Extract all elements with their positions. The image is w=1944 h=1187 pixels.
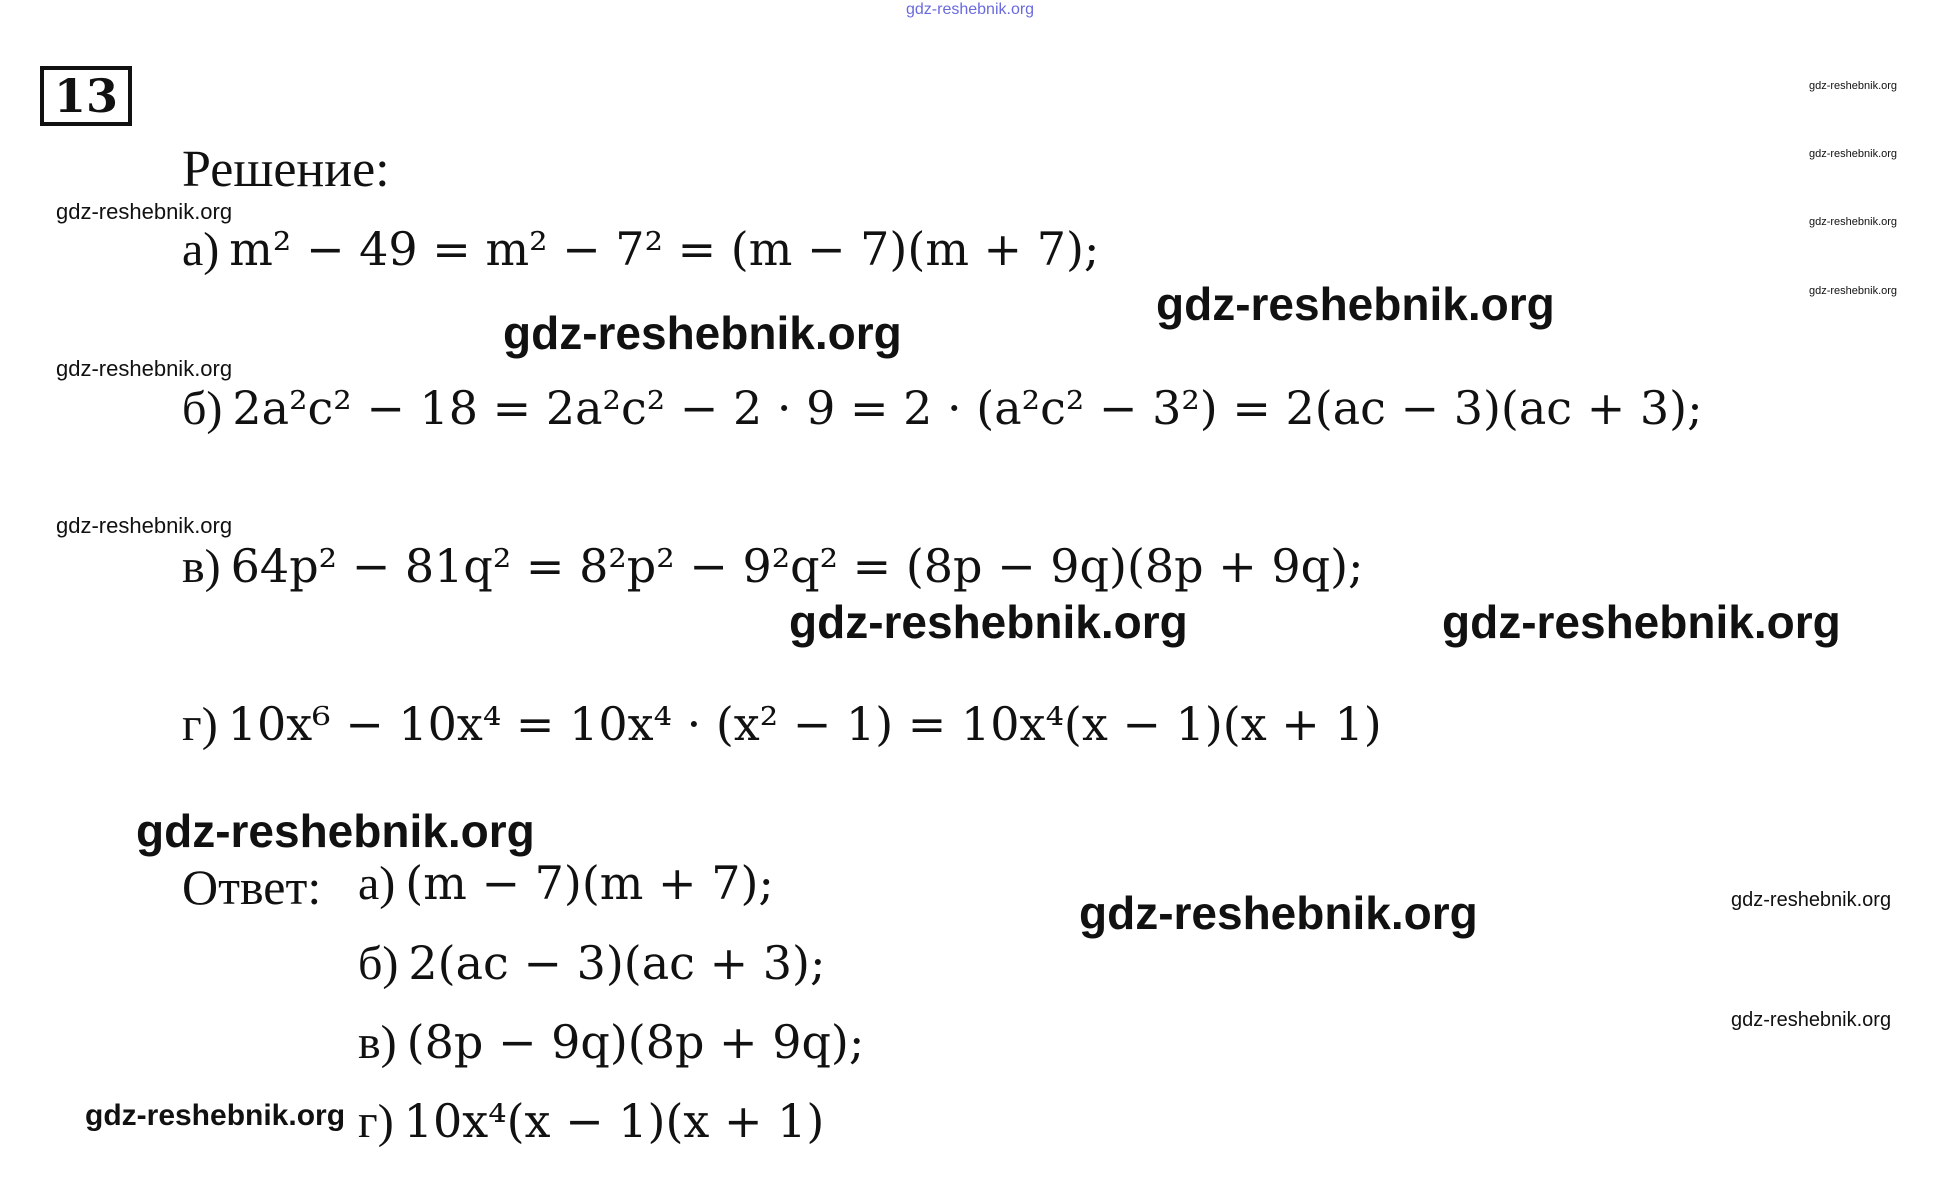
solution-line-d — [182, 697, 1382, 751]
watermark: gdz-reshebnik.org — [503, 307, 902, 359]
solution-line-c — [182, 539, 1364, 593]
answer-line-a — [358, 856, 774, 910]
answer-math: (8p − 9q)(8p + 9q); — [406, 1015, 865, 1069]
watermark: gdz-reshebnik.org — [1156, 278, 1555, 330]
watermark: gdz-reshebnik.org — [85, 1099, 346, 1132]
answer-line-d — [358, 1094, 825, 1148]
watermark: gdz-reshebnik.org — [1731, 1009, 1892, 1031]
watermark: gdz-reshebnik.org — [1809, 285, 1898, 297]
answer-label: в) — [358, 1016, 397, 1069]
watermark: gdz-reshebnik.org — [1809, 80, 1898, 92]
solution-label: в) — [182, 540, 221, 593]
problem-number-box — [40, 66, 132, 126]
watermark: gdz-reshebnik.org — [1079, 887, 1478, 939]
answer-label: б) — [358, 937, 399, 990]
solution-heading: Решение: — [182, 141, 390, 198]
watermark: gdz-reshebnik.org — [56, 513, 233, 538]
watermark: gdz-reshebnik.org — [136, 805, 535, 857]
answer-math: (m − 7)(m + 7); — [405, 856, 774, 910]
watermark: gdz-reshebnik.org — [1809, 216, 1898, 228]
solution-math: 10x⁶ − 10x⁴ = 10x⁴ · (x² − 1) = 10x⁴(x − 1)(x + 1) — [227, 697, 1382, 751]
solution-label: а) — [182, 223, 220, 276]
answer-label: г) — [358, 1095, 394, 1148]
solution-label: г) — [182, 698, 218, 751]
solution-math: 2a²c² − 18 = 2a²c² − 2 · 9 = 2 · (a²c² − 3²) = 2(ac − 3)(ac + 3); — [232, 381, 1703, 435]
answer-line-b — [358, 936, 826, 990]
answer-line-c — [358, 1015, 865, 1069]
answer-heading: Ответ: — [182, 859, 322, 915]
solution-line-a — [182, 222, 1100, 276]
answer-math: 10x⁴(x − 1)(x + 1) — [403, 1094, 825, 1148]
solution-line-b — [182, 381, 1703, 435]
watermark: gdz-reshebnik.org — [789, 596, 1188, 648]
watermark: gdz-reshebnik.org — [1731, 889, 1892, 911]
solution-label: б) — [182, 382, 223, 435]
answer-label: а) — [358, 857, 396, 910]
solution-math: m² − 49 = m² − 7² = (m − 7)(m + 7); — [229, 222, 1100, 276]
problem-number: 13 — [53, 69, 118, 123]
solution-math: 64p² − 81q² = 8²p² − 9²q² = (8p − 9q)(8p + 9q); — [230, 539, 1364, 593]
watermark: gdz-reshebnik.org — [1442, 596, 1841, 648]
watermark-top: gdz-reshebnik.org — [906, 1, 1035, 18]
answer-math: 2(ac − 3)(ac + 3); — [408, 936, 826, 990]
watermark: gdz-reshebnik.org — [56, 356, 233, 381]
watermark: gdz-reshebnik.org — [56, 199, 233, 224]
watermark: gdz-reshebnik.org — [1809, 148, 1898, 160]
